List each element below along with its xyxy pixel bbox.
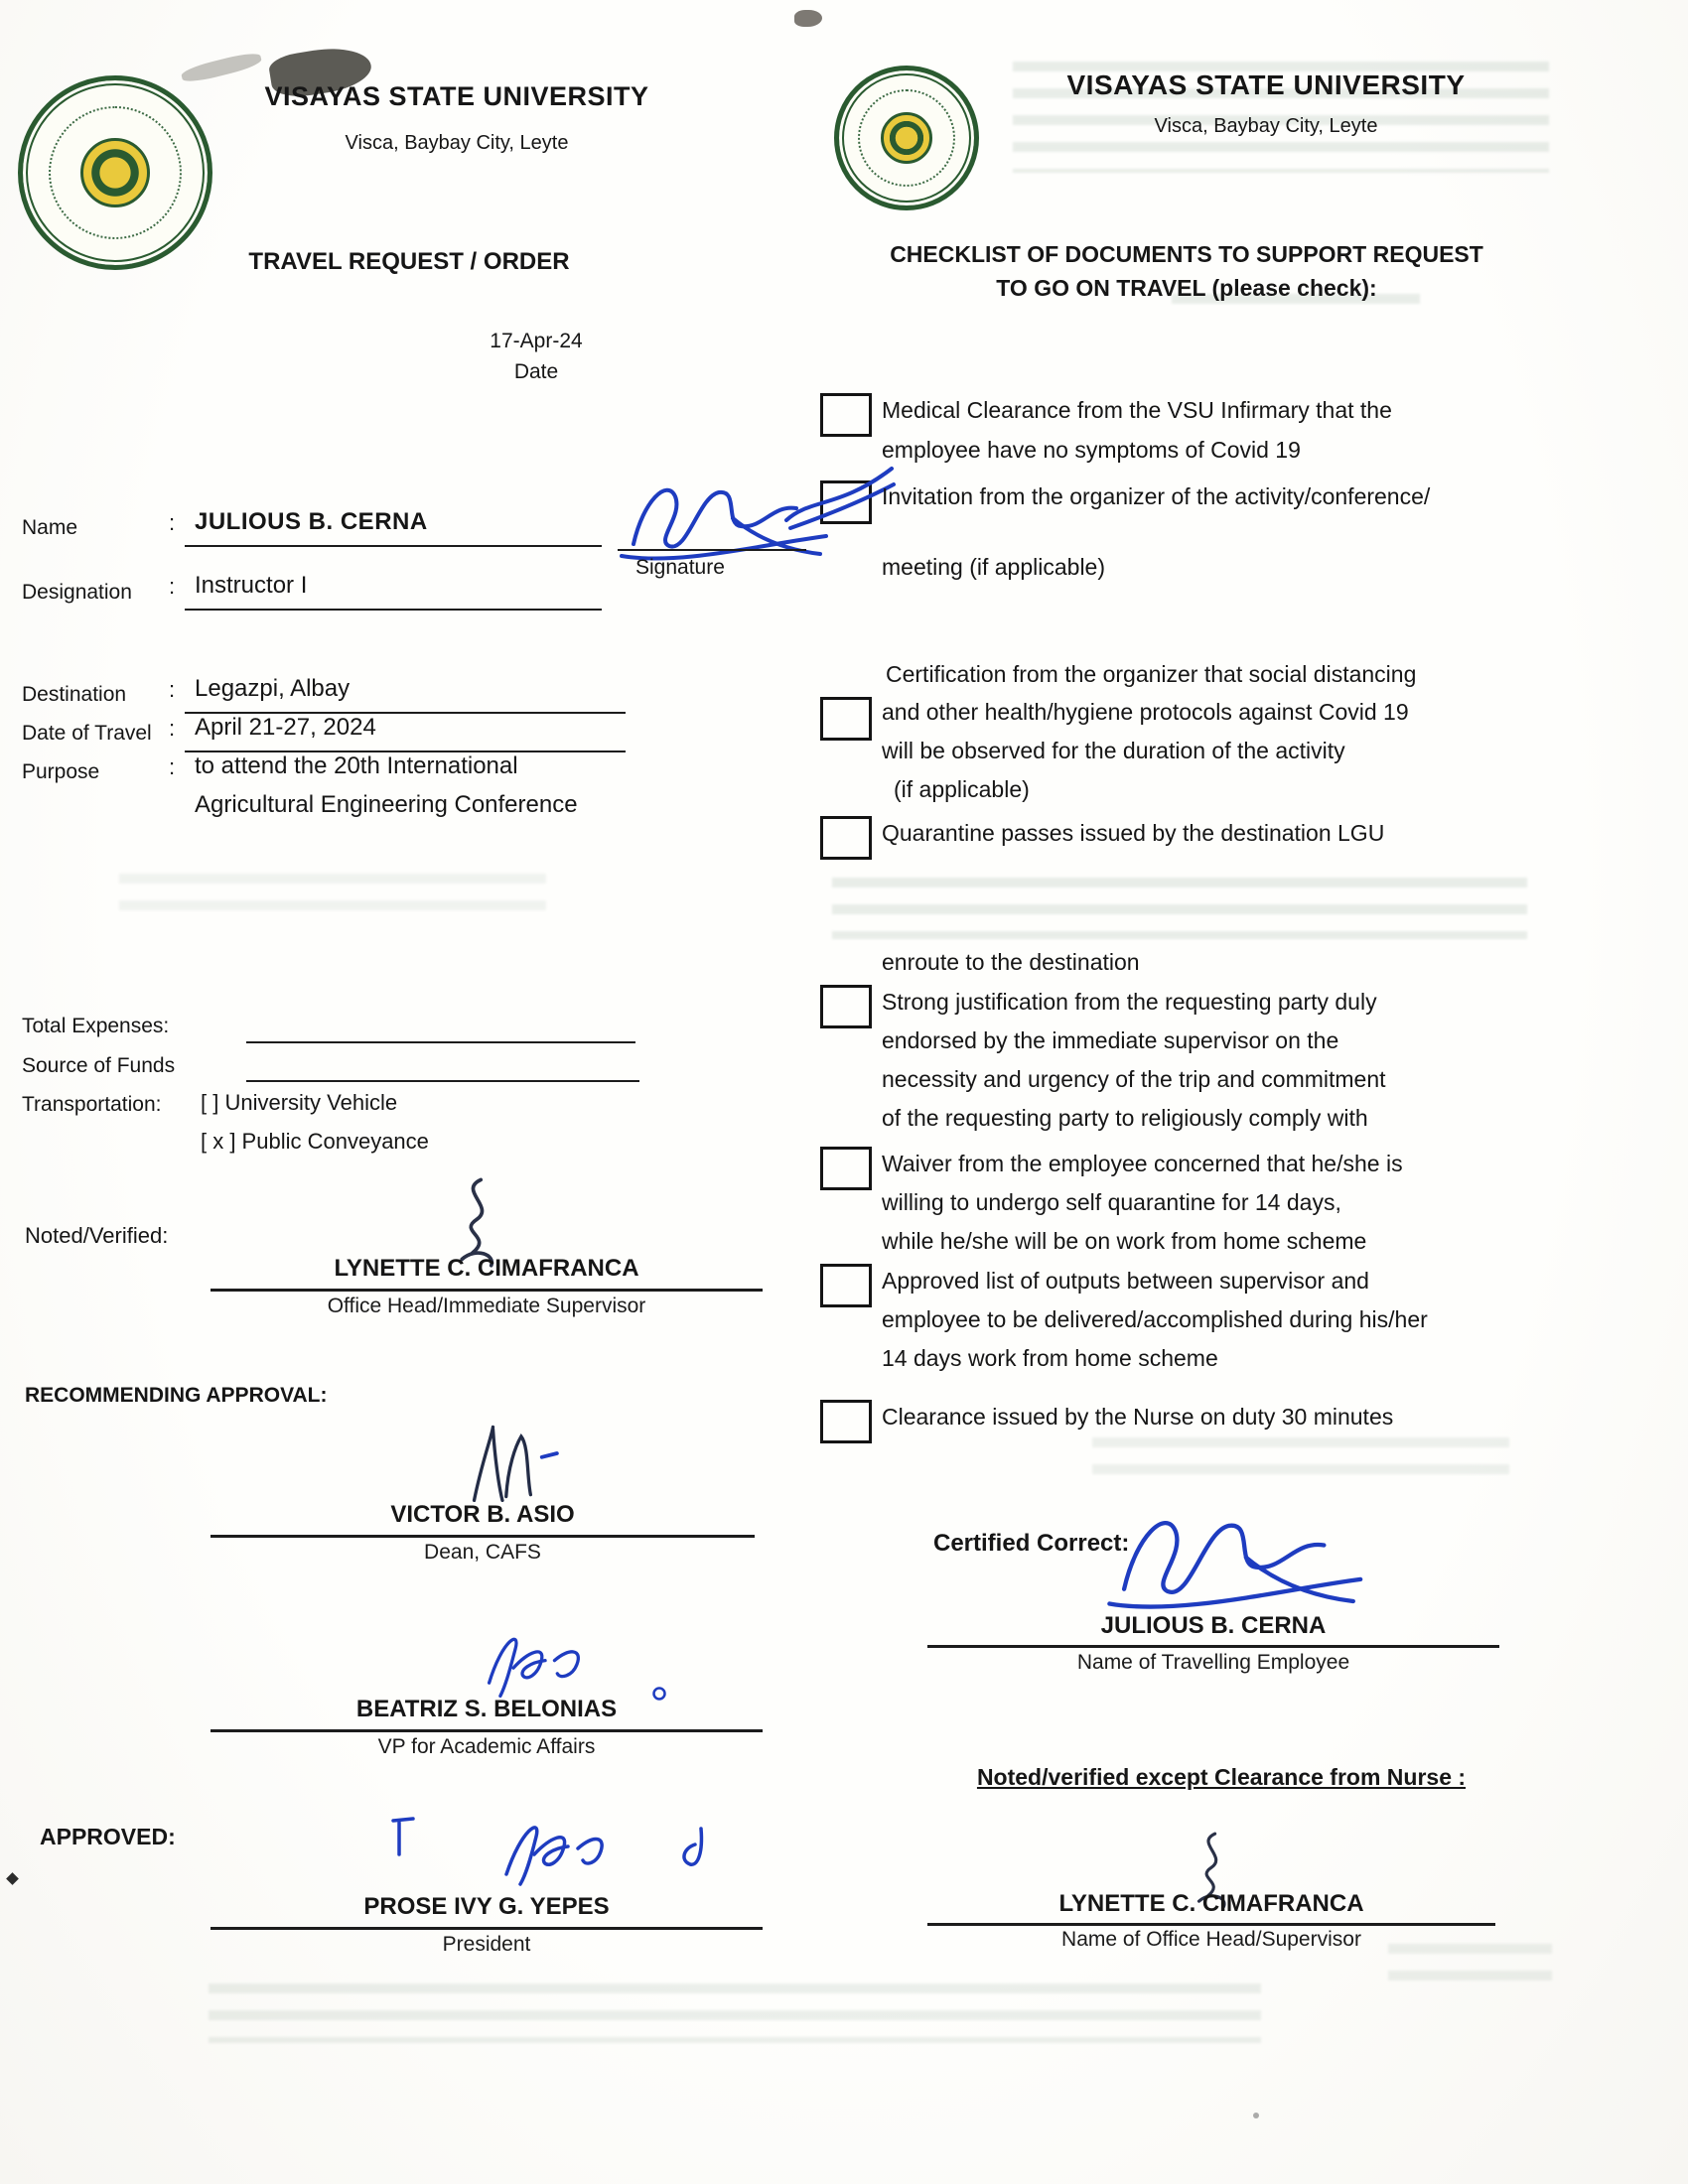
university-address-left: Visca, Baybay City, Leyte [345,132,569,154]
checklist-title-line1: CHECKLIST OF DOCUMENTS TO SUPPORT REQUEST [890,241,1483,267]
form-title: TRAVEL REQUEST / ORDER [248,248,570,275]
supervisor-name: LYNETTE C. CIMAFRANCA [334,1255,639,1282]
supervisor-name-underline [927,1923,1495,1926]
total-expenses-blank [246,1041,635,1043]
designation-underline [185,609,602,611]
dean-title: Dean, CAFS [424,1541,541,1564]
name-value: JULIOUS B. CERNA [195,508,428,535]
bleedthrough-smudge [832,878,1527,939]
checklist-item-8-line-2: employee to be delivered/accomplished during his/her [882,1306,1428,1332]
destination-label: Destination [22,683,127,706]
name-label: Name [22,516,78,539]
certified-correct-label: Certified Correct: [933,1530,1130,1557]
university-address-right: Visca, Baybay City, Leyte [1154,115,1378,137]
checklist-item-9-line-1: Clearance issued by the Nurse on duty 30 minutes [882,1404,1394,1430]
university-name-left: VISAYAS STATE UNIVERSITY [264,81,649,111]
checkbox-nurse-clearance [820,1400,872,1443]
employee-name-certified: JULIOUS B. CERNA [1100,1612,1327,1639]
date-of-travel-label: Date of Travel [22,722,152,745]
transport-option-university-vehicle: [ ] University Vehicle [201,1090,398,1115]
vsu-seal-left [18,75,212,270]
checkbox-strong-justification [820,985,872,1028]
checklist-item-3-line-3: will be observed for the duration of the activity [882,738,1345,763]
checklist-item-6-line-1: Strong justification from the requesting party duly [882,989,1377,1015]
signature-label: Signature [635,556,725,579]
checkbox-certification-protocols [820,697,872,741]
president-signature [387,1805,715,1899]
scan-artifact [180,50,262,84]
checklist-item-6-line-3: necessity and urgency of the trip and commitment [882,1066,1386,1092]
checklist-item-7-line-2: willing to undergo self quarantine for 14 days, [882,1189,1341,1215]
checkbox-medical-clearance [820,393,872,437]
checkbox-approved-outputs [820,1264,872,1307]
supervisor-underline [211,1289,763,1292]
total-expenses-label: Total Expenses: [22,1015,170,1037]
colon: : [169,574,176,599]
approved-label: APPROVED: [40,1824,176,1849]
checklist-item-7-line-3: while he/she will be on work from home scheme [882,1228,1367,1254]
dean-underline [211,1535,755,1538]
president-name: PROSE IVY G. YEPES [363,1893,610,1920]
checklist-item-6-line-4: of the requesting party to religiously comply with [882,1105,1368,1131]
checklist-item-3-line-2: and other health/hygiene protocols against Covid 19 [882,699,1409,725]
checklist-item-4-line-1: Quarantine passes issued by the destination LGU [882,820,1385,846]
president-underline [211,1927,763,1930]
supervisor-title: Office Head/Immediate Supervisor [327,1295,646,1317]
transportation-label: Transportation: [22,1093,162,1116]
dean-name: VICTOR B. ASIO [390,1501,575,1528]
colon: : [169,716,176,741]
scan-speck [6,1872,19,1885]
source-of-funds-blank [246,1080,639,1082]
source-of-funds-label: Source of Funds [22,1054,176,1077]
checkbox-waiver-quarantine [820,1147,872,1190]
vp-title: VP for Academic Affairs [377,1735,596,1758]
date-of-travel-value: April 21-27, 2024 [195,714,376,741]
checklist-item-7-line-1: Waiver from the employee concerned that he/she is [882,1151,1403,1176]
checklist-item-8-line-1: Approved list of outputs between supervisor and [882,1268,1369,1294]
checklist-item-3-line-4: (if applicable) [894,776,1030,802]
checkbox-quarantine-passes [820,816,872,860]
destination-value: Legazpi, Albay [195,675,351,702]
supervisor-name-right: LYNETTE C. CIMAFRANCA [1058,1890,1364,1917]
bleedthrough-smudge [119,874,546,917]
employee-signature-certified [1087,1494,1385,1628]
checklist-item-1-line-2: employee have no symptoms of Covid 19 [882,437,1301,463]
scan-artifact [794,10,822,27]
checklist-item-6-line-2: endorsed by the immediate supervisor on the [882,1027,1339,1053]
vp-name: BEATRIZ S. BELONIAS [355,1696,618,1722]
vsu-seal-right [834,66,979,210]
colon: : [169,754,176,779]
employee-name-underline [927,1645,1499,1648]
name-underline [185,545,602,547]
bleedthrough-smudge [1092,1437,1509,1487]
dean-signature [437,1418,566,1507]
recommending-approval-label: RECOMMENDING APPROVAL: [25,1384,328,1407]
purpose-label: Purpose [22,760,100,783]
checklist-item-5-line-1: enroute to the destination [882,949,1140,975]
designation-label: Designation [22,581,132,604]
checklist-item-2-line-2: meeting (if applicable) [882,554,1106,580]
colon: : [169,510,176,535]
checklist-item-8-line-3: 14 days work from home scheme [882,1345,1218,1371]
checklist-item-3-line-1: Certification from the organizer that social distancing [886,661,1417,687]
noted-verified-label: Noted/Verified: [25,1223,169,1248]
scan-speck [1253,2113,1259,2118]
supervisor-caption-right: Name of Office Head/Supervisor [1061,1928,1361,1951]
checklist-item-1-line-1: Medical Clearance from the VSU Infirmary that the [882,397,1392,423]
noted-except-label: Noted/verified except Clearance from Nurse : [976,1764,1467,1790]
bleedthrough-smudge [209,1983,1261,2043]
employee-caption: Name of Travelling Employee [1076,1651,1350,1674]
colon: : [169,677,176,702]
checklist-title-line2: TO GO ON TRAVEL (please check): [996,275,1377,301]
purpose-value-line1: to attend the 20th International [195,752,518,779]
date-label: Date [513,360,559,383]
signature-underline [618,549,806,551]
date-value: 17-Apr-24 [490,330,583,352]
checklist-item-2-line-1: Invitation from the organizer of the activity/conference/ [882,483,1431,509]
vp-signature [462,1623,631,1703]
transport-option-public-conveyance: [ x ] Public Conveyance [201,1129,429,1154]
designation-value: Instructor I [195,572,308,599]
president-title: President [442,1933,531,1956]
university-name-right: VISAYAS STATE UNIVERSITY [1066,69,1466,100]
vp-underline [211,1729,763,1732]
purpose-value-line2: Agricultural Engineering Conference [195,791,578,818]
